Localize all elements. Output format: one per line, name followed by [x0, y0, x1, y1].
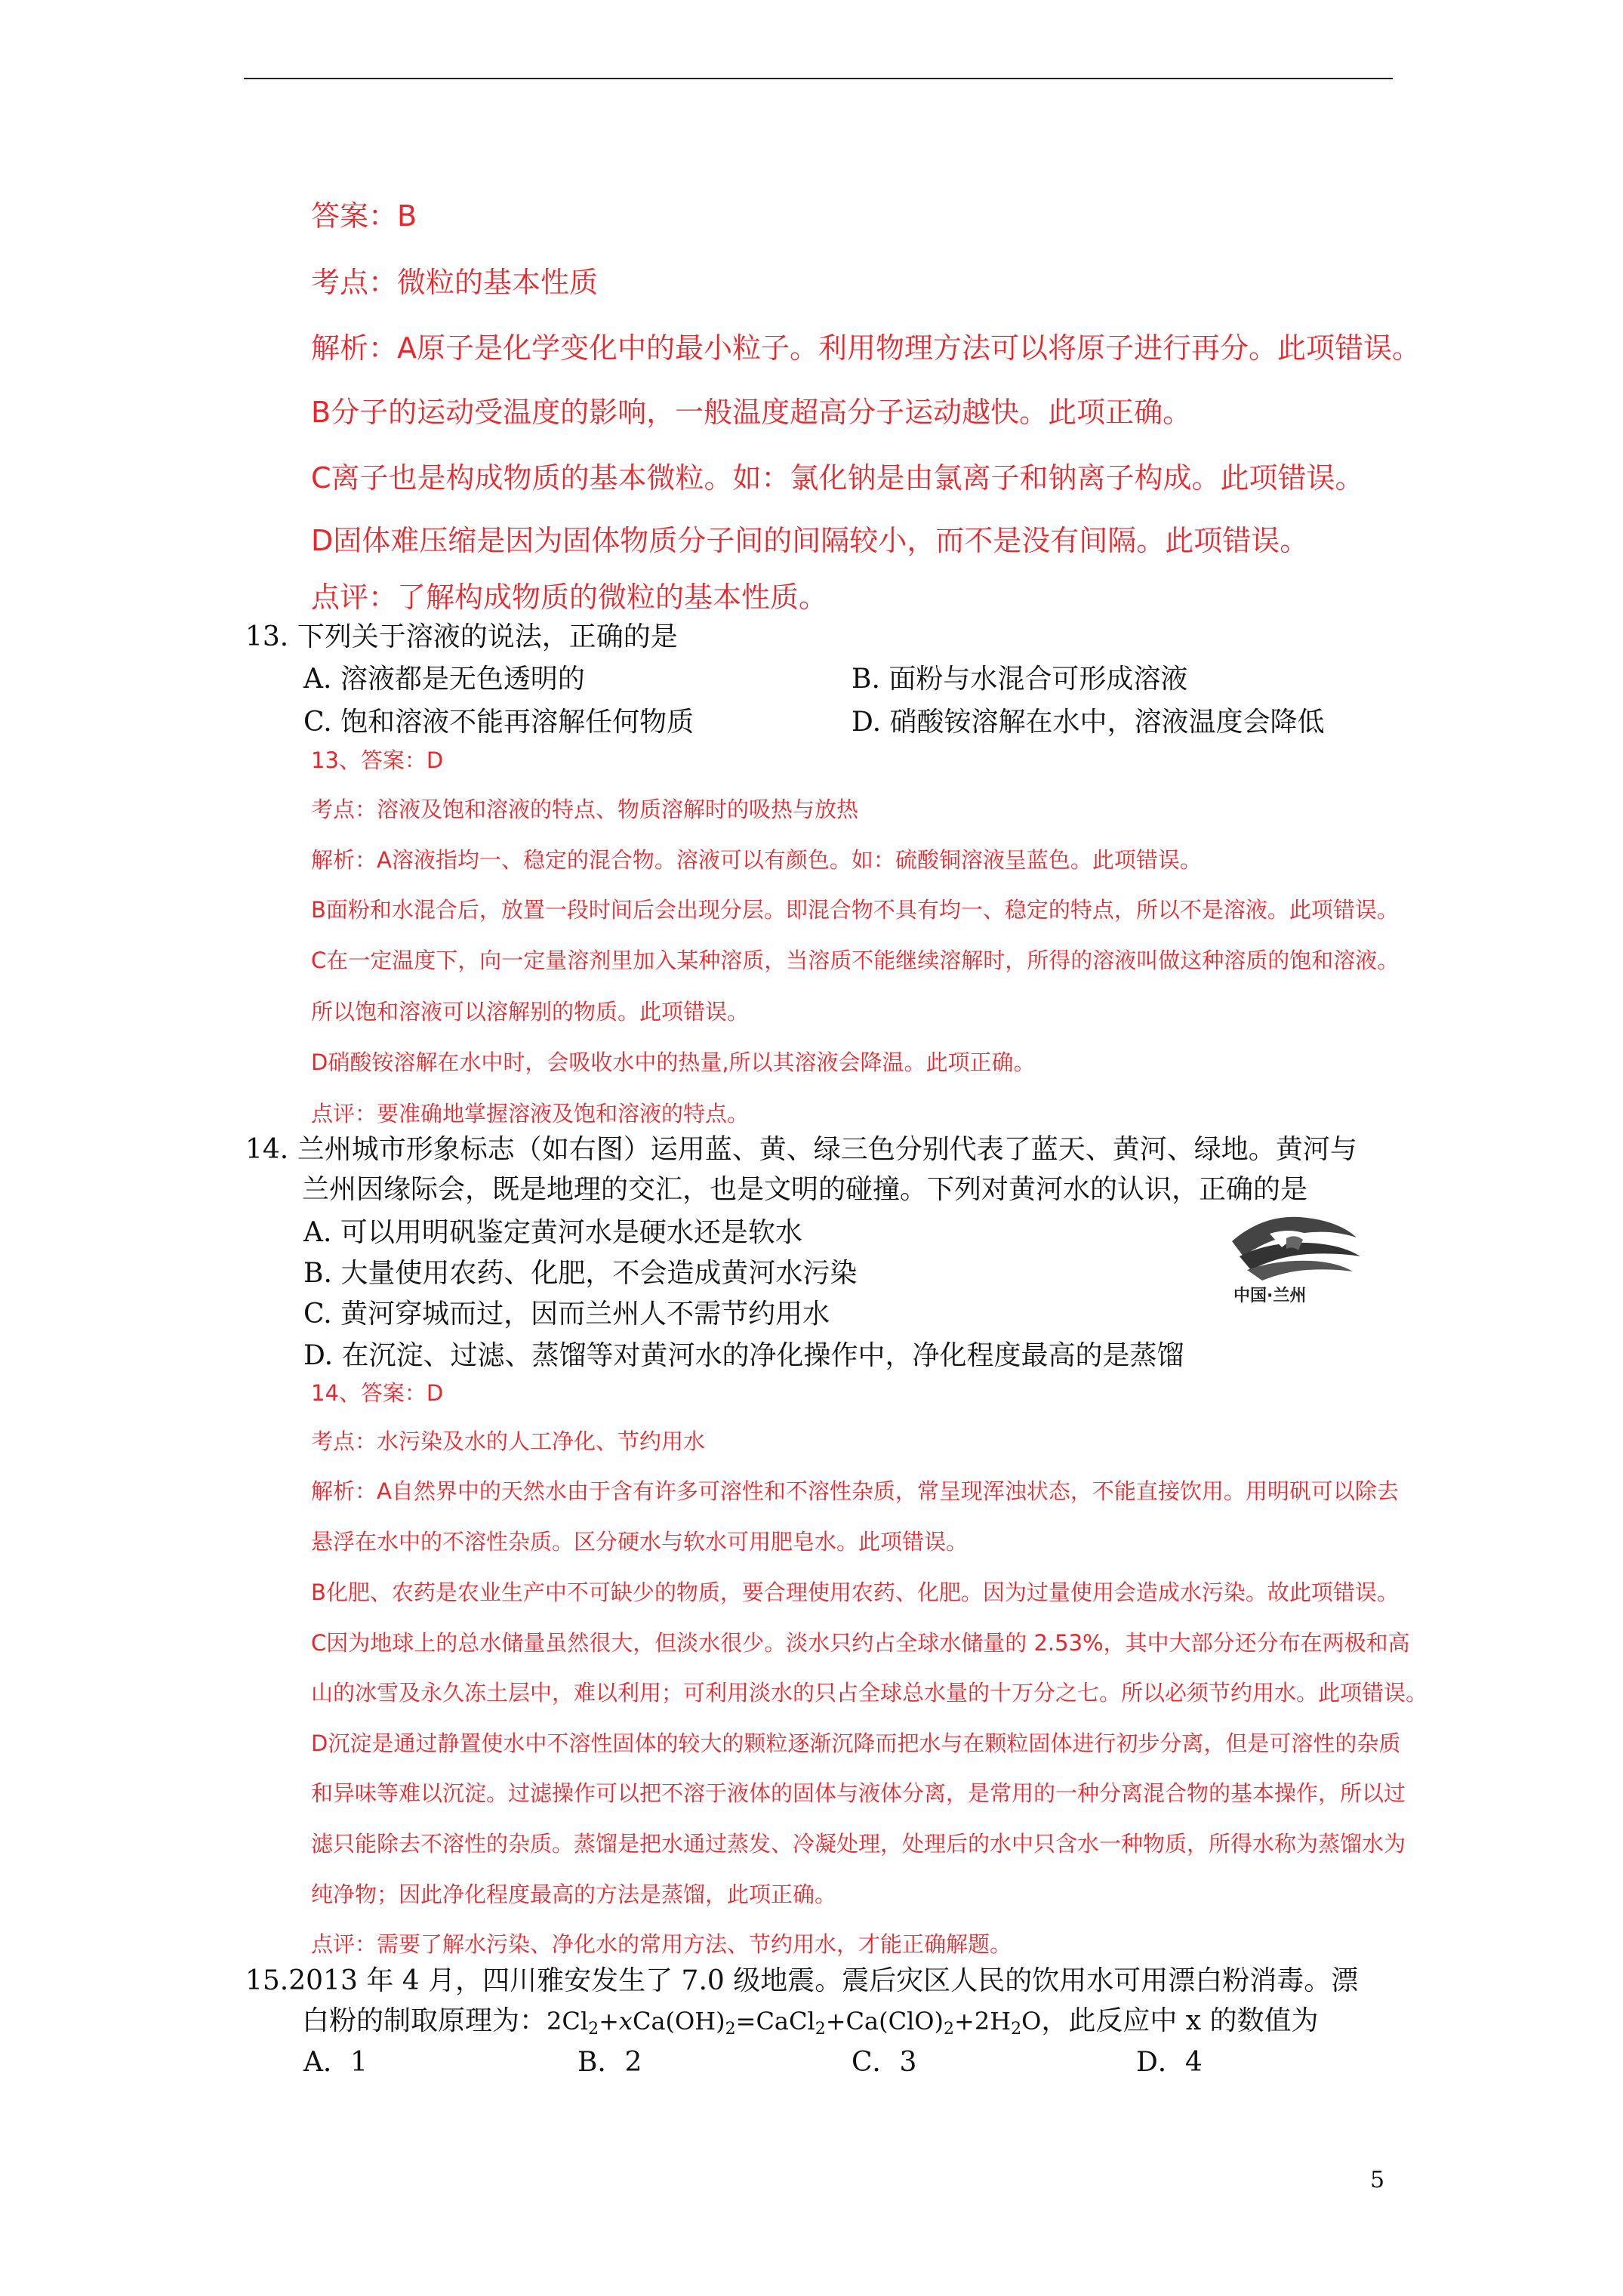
q14-jiexi-line: 解析：A自然界中的天然水由于含有许多可溶性和不溶性杂质，常呈现浑浊状态，不能直接饮用。用明矾可以除去: [311, 1478, 1399, 1504]
q15-option-b: B．2: [577, 2047, 642, 2078]
q14-stem-line: 14. 兰州城市形象标志（如右图）运用蓝、黄、绿三色分别代表了蓝天、黄河、绿地。黄河与: [245, 1134, 1357, 1165]
q13-kaodian: 考点：溶液及饱和溶液的特点、物质溶解时的吸热与放热: [311, 797, 859, 822]
q14-option-d: D. 在沉淀、过滤、蒸馏等对黄河水的净化操作中，净化程度最高的是蒸馏: [303, 1340, 1184, 1371]
q14-answer: 14、答案：D: [311, 1380, 444, 1406]
q14-jiexi-line: 悬浮在水中的不溶性杂质。区分硬水与软水可用肥皂水。此项错误。: [311, 1529, 969, 1555]
q13-jiexi-line: C在一定温度下，向一定量溶剂里加入某种溶质，当溶质不能继续溶解时，所得的溶液叫做这种溶质的饱和溶液。: [311, 948, 1400, 973]
header-rule: [244, 78, 1393, 79]
q13-jiexi-line: 解析：A溶液指均一、稳定的混合物。溶液可以有颜色。如：硫酸铜溶液呈蓝色。此项错误。: [311, 847, 1202, 873]
q14-jiexi-line: 和异味等难以沉淀。过滤操作可以把不溶于液体的固体与液体分离，是常用的一种分离混合物的基本操作，所以过: [311, 1780, 1406, 1806]
q13-stem: 13. 下列关于溶液的说法，正确的是: [245, 621, 678, 652]
q14-option-c: C. 黄河穿城而过，因而兰州人不需节约用水: [303, 1299, 830, 1330]
q15-option-d: D．4: [1136, 2047, 1203, 2078]
q14-dianping: 点评：需要了解水污染、净化水的常用方法、节约用水，才能正确解题。: [311, 1931, 1012, 1957]
q13-jiexi-line: 所以饱和溶液可以溶解别的物质。此项错误。: [311, 999, 750, 1025]
page-number: 5: [1370, 2167, 1385, 2193]
q13-option-b: B. 面粉与水混合可形成溶液: [852, 664, 1188, 695]
q14-jiexi-line: B化肥、农药是农业生产中不可缺少的物质，要合理使用农药、化肥。因为过量使用会造成水污染。故此项错误。: [311, 1579, 1399, 1605]
q14-jiexi-line: D沉淀是通过静置使水中不溶性固体的较大的颗粒逐渐沉降而把水与在颗粒固体进行初步分离，但是可溶性的杂质: [311, 1730, 1401, 1756]
q13-answer: 13、答案：D: [311, 747, 444, 773]
q14-option-a: A. 可以用明矾鉴定黄河水是硬水还是软水: [303, 1217, 802, 1248]
q15-option-c: C．3: [852, 2047, 917, 2078]
q14-kaodian: 考点：水污染及水的人工净化、节约用水: [311, 1428, 706, 1454]
q15-option-a: A．1: [303, 2047, 368, 2078]
q12-jiexi-line: D固体难压缩是因为固体物质分子间的间隔较小，而不是没有间隔。此项错误。: [311, 524, 1309, 557]
q13-jiexi-line: B面粉和水混合后，放置一段时间后会出现分层。即混合物不具有均一、稳定的特点，所以不是溶液。此项错误。: [311, 897, 1399, 923]
q13-jiexi-line: D硝酸铵溶解在水中时，会吸收水中的热量,所以其溶液会降温。此项正确。: [311, 1049, 1036, 1075]
q13-option-c: C. 饱和溶液不能再溶解任何物质: [303, 707, 694, 738]
q15-stem-suffix: ，此反应中 x 的数值为: [1041, 2005, 1319, 2036]
lanzhou-logo: [1217, 1211, 1368, 1303]
q15-stem-line-2: [302, 1999, 1319, 2039]
q12-jiexi-line: 解析：A原子是化学变化中的最小粒子。利用物理方法可以将原子进行再分。此项错误。: [311, 331, 1421, 365]
q14-jiexi-line: 滤只能除去不溶性的杂质。蒸馏是把水通过蒸发、冷凝处理，处理后的水中只含水一种物质，所得水称为蒸馏水为: [311, 1831, 1406, 1857]
q15-stem-line: 15.2013 年 4 月，四川雅安发生了 7.0 级地震。震后灾区人民的饮用水可用漂白粉消毒。漂: [245, 1965, 1359, 1996]
q14-jiexi-line: 纯净物；因此净化程度最高的方法是蒸馏，此项正确。: [311, 1881, 837, 1907]
q14-jiexi-line: 山的冰雪及永久冻土层中，难以利用；可利用淡水的只占全球总水量的十万分之七。所以必须节约用水。此项错误。: [311, 1680, 1428, 1706]
q13-dianping: 点评：要准确地掌握溶液及饱和溶液的特点。: [311, 1101, 750, 1126]
q12-jiexi-line: C离子也是构成物质的基本微粒。如：氯化钠是由氯离子和钠离子构成。此项错误。: [311, 461, 1364, 495]
q12-jiexi-line: B分子的运动受温度的影响，一般温度超高分子运动越快。此项正确。: [311, 396, 1192, 429]
q12-kaodian: 考点：微粒的基本性质: [311, 266, 599, 299]
lanzhou-logo-text: 中国·兰州: [1233, 1287, 1307, 1305]
q14-option-b: B. 大量使用农药、化肥，不会造成黄河水污染: [303, 1258, 858, 1289]
chemical-equation: $2Cl_2+xCa(OH)_2=CaCl_2+Ca(ClO)_2+2H_2O$: [547, 2007, 1042, 2039]
q14-stem-line: 兰州因缘际会，既是地理的交汇，也是文明的碰撞。下列对黄河水的认识，正确的是: [302, 1174, 1308, 1205]
q15-stem-prefix: 白粉的制取原理为：: [302, 2005, 547, 2036]
q12-answer: 答案：B: [311, 199, 417, 233]
q13-option-a: A. 溶液都是无色透明的: [303, 664, 585, 695]
q12-dianping: 点评：了解构成物质的微粒的基本性质。: [311, 581, 828, 614]
q14-jiexi-line: C因为地球上的总水储量虽然很大，但淡水很少。淡水只约占全球水储量的 2.53%，其中大部分还分布在两极和高: [311, 1630, 1410, 1656]
q13-option-d: D. 硝酸铵溶解在水中，溶液温度会降低: [852, 707, 1325, 738]
